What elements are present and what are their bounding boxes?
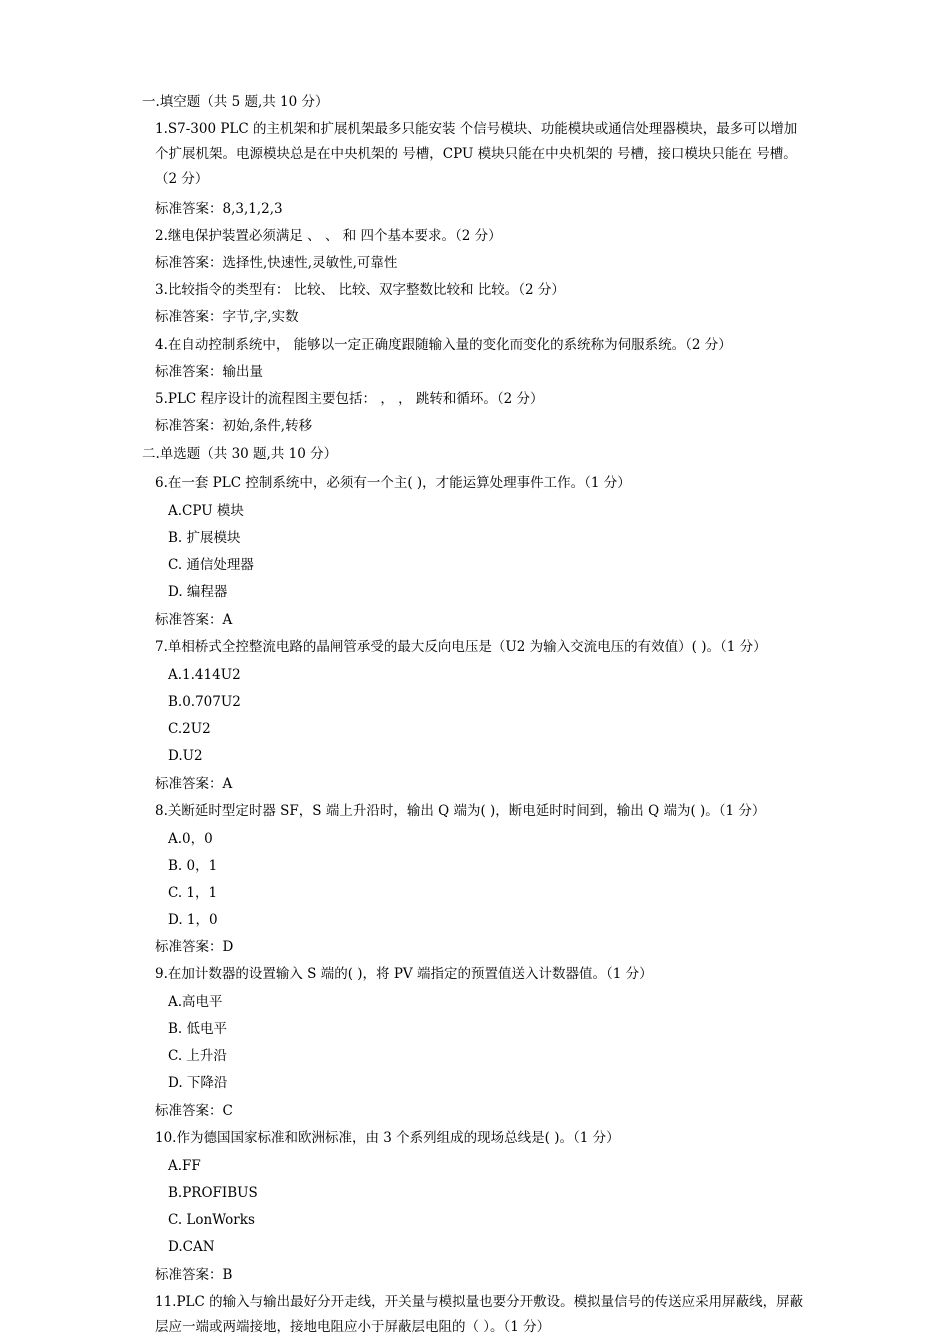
question-1: 1.S7-300 PLC 的主机架和扩展机架最多只能安装 个信号模块、功能模块或通信处理器模块，最多可以增加 个扩展机架。电源模块总是在中央机架的 号槽，CPU 模块只能在中央机架的 号槽，接口模块只能在 号槽。（2 分） (155, 121, 798, 187)
question-4: 4.在自动控制系统中， 能够以一定正确度跟随输入量的变化而变化的系统称为伺服系统。（2 分） (155, 337, 732, 353)
option-c: C. LonWorks (168, 1212, 255, 1228)
question-9: 9.在加计数器的设置输入 S 端的( )，将 PV 端指定的预置值送入计数器值。（1 分） (155, 966, 653, 982)
answer-9: 标准答案：C (155, 1103, 233, 1119)
answer-5: 标准答案：初始,条件,转移 (155, 418, 313, 434)
option-b: B.0.707U2 (168, 694, 241, 710)
question-2: 2.继电保护装置必须满足 、 、 和 四个基本要求。（2 分） (155, 228, 502, 244)
option-a: A.高电平 (168, 994, 223, 1010)
answer-6: 标准答案：A (155, 612, 233, 628)
option-c: C. 通信处理器 (168, 557, 254, 573)
answer-4: 标准答案：输出量 (155, 364, 263, 380)
answer-1: 标准答案：8,3,1,2,3 (155, 201, 283, 217)
question-3: 3.比较指令的类型有： 比较、 比较、双字整数比较和 比较。（2 分） (155, 282, 565, 298)
option-d: D. 下降沿 (168, 1075, 228, 1091)
question-6: 6.在一套 PLC 控制系统中，必须有一个主( )，才能运算处理事件工作。（1 分） (155, 475, 631, 491)
question-7: 7.单相桥式全控整流电路的晶闸管承受的最大反向电压是（U2 为输入交流电压的有效值）( )。（1 分） (155, 639, 767, 655)
answer-2: 标准答案：选择性,快速性,灵敏性,可靠性 (155, 255, 398, 271)
question-5: 5.PLC 程序设计的流程图主要包括： ， ， 跳转和循环。（2 分） (155, 391, 544, 407)
option-d: D. 编程器 (168, 584, 228, 600)
option-a: A.0，0 (168, 831, 213, 847)
option-b: B.PROFIBUS (168, 1185, 258, 1201)
option-a: A.CPU 模块 (168, 503, 244, 519)
answer-10: 标准答案：B (155, 1267, 233, 1283)
option-c: C. 1，1 (168, 885, 218, 901)
option-a: A.1.414U2 (168, 667, 241, 683)
option-b: B. 0，1 (168, 858, 218, 874)
option-c: C. 上升沿 (168, 1048, 227, 1064)
question-8: 8.关断延时型定时器 SF，S 端上升沿时，输出 Q 端为( )，断电延时时间到，输出 Q 端为( )。（1 分） (155, 803, 766, 819)
option-c: C.2U2 (168, 721, 211, 737)
section-heading-single-choice: 二.单选题（共 30 题,共 10 分） (142, 446, 338, 462)
option-d: D.U2 (168, 748, 203, 764)
option-b: B. 扩展模块 (168, 530, 241, 546)
option-a: A.FF (168, 1158, 201, 1174)
answer-7: 标准答案：A (155, 776, 233, 792)
question-11: 11.PLC 的输入与输出最好分开走线，开关量与模拟量也要分开敷设。模拟量信号的传送应采用屏蔽线，屏蔽层应一端或两端接地，接地电阻应小于屏蔽层电阻的（ ）。（1 分） (155, 1294, 804, 1335)
option-b: B. 低电平 (168, 1021, 228, 1037)
answer-3: 标准答案：字节,字,实数 (155, 309, 299, 325)
answer-8: 标准答案：D (155, 939, 234, 955)
option-d: D.CAN (168, 1239, 215, 1255)
section-heading-fill-blank: 一.填空题（共 5 题,共 10 分） (142, 94, 329, 110)
option-d: D. 1，0 (168, 912, 218, 928)
question-10: 10.作为德国国家标准和欧洲标准，由 3 个系列组成的现场总线是( )。（1 分） (155, 1130, 620, 1146)
